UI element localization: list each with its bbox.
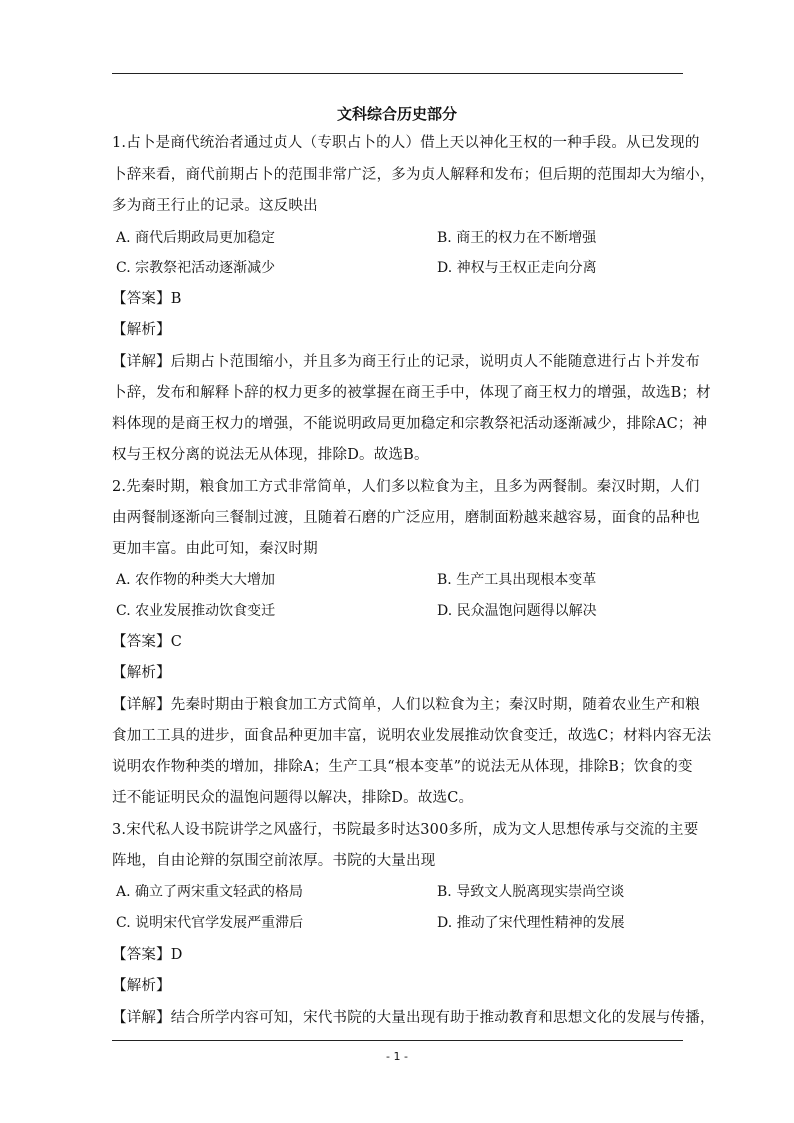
q1-detail-line: 【详解】后期占卜范围缩小，并且多为商王行止的记录，说明贞人不能随意进行占卜并发布 <box>112 354 700 370</box>
footer-rule <box>112 1040 683 1041</box>
page-title: 文科综合历史部分 <box>336 105 457 123</box>
q2-detail-line: 迁不能证明民众的温饱问题得以解决，排除D。故选C。 <box>112 790 474 806</box>
q2-analysis-label: 【解析】 <box>112 665 171 681</box>
q3-answer: 【答案】D <box>112 947 183 963</box>
q1-stem-line: 1.占卜是商代统治者通过贞人（专职占卜的人）借上天以神化王权的一种手段。从已发现的 <box>112 135 700 151</box>
q2-detail-line: 说明农作物种类的增加，排除A；生产工具“根本变革”的说法无从体现，排除B；饮食的变 <box>112 759 693 775</box>
page-number: - 1 - <box>386 1050 408 1063</box>
q1-detail-line: 权与王权分离的说法无从体现，排除D。故选B。 <box>112 447 429 463</box>
q1-stem-line: 多为商王行止的记录。这反映出 <box>112 198 318 214</box>
q2-option-d: D. 民众温饱问题得以解决 <box>437 603 597 619</box>
q1-answer: 【答案】B <box>112 291 182 307</box>
q2-stem-line: 更加丰富。由此可知，秦汉时期 <box>112 541 318 557</box>
q2-option-b: B. 生产工具出现根本变革 <box>437 572 597 588</box>
q3-stem-line: 阵地，自由论辩的氛围空前浓厚。书院的大量出现 <box>112 853 436 869</box>
q3-option-b: B. 导致文人脱离现实崇尚空谈 <box>437 884 625 900</box>
q3-analysis-label: 【解析】 <box>112 978 171 994</box>
q2-option-c: C. 农业发展推动饮食变迁 <box>116 603 276 619</box>
q2-detail-line: 【详解】先秦时期由于粮食加工方式简单，人们以粒食为主；秦汉时期，随着农业生产和粮 <box>112 697 700 713</box>
q1-detail-line: 料体现的是商王权力的增强，不能说明政局更加稳定和宗教祭祀活动逐渐减少，排除AC；神 <box>112 416 708 432</box>
q3-option-d: D. 推动了宋代理性精神的发展 <box>437 915 625 931</box>
q3-stem-line: 3.宋代私人设书院讲学之风盛行，书院最多时达300多所，成为文人思想传承与交流的主要 <box>112 822 699 838</box>
q2-stem-line: 2.先秦时期，粮食加工方式非常简单，人们多以粒食为主，且多为两餐制。秦汉时期，人们 <box>112 479 700 495</box>
q1-option-d: D. 神权与王权正走向分离 <box>437 260 597 276</box>
q1-option-b: B. 商王的权力在不断增强 <box>437 230 597 246</box>
header-rule <box>112 73 683 74</box>
q2-detail-line: 食加工工具的进步，面食品种更加丰富，说明农业发展推动饮食变迁，故选C；材料内容无法 <box>112 728 712 744</box>
q3-option-c: C. 说明宋代官学发展严重滞后 <box>116 915 304 931</box>
q2-option-a: A. 农作物的种类大大增加 <box>116 572 276 588</box>
q1-analysis-label: 【解析】 <box>112 322 171 338</box>
q2-stem-line: 由两餐制逐渐向三餐制过渡，且随着石磨的广泛应用，磨制面粉越来越容易，面食的品种也 <box>112 510 700 526</box>
q1-option-a: A. 商代后期政局更加稳定 <box>116 230 276 246</box>
q1-stem-line: 卜辞来看，商代前期占卜的范围非常广泛，多为贞人解释和发布；但后期的范围却大为缩小， <box>112 167 715 183</box>
q1-detail-line: 卜辞，发布和解释卜辞的权力更多的被掌握在商王手中，体现了商王权力的增强，故选B；材 <box>112 385 711 401</box>
q3-detail-line: 【详解】结合所学内容可知，宋代书院的大量出现有助于推动教育和思想文化的发展与传播， <box>112 1010 715 1026</box>
q2-answer: 【答案】C <box>112 634 183 650</box>
q3-option-a: A. 确立了两宋重文轻武的格局 <box>116 884 304 900</box>
q1-option-c: C. 宗教祭祀活动逐渐减少 <box>116 260 276 276</box>
